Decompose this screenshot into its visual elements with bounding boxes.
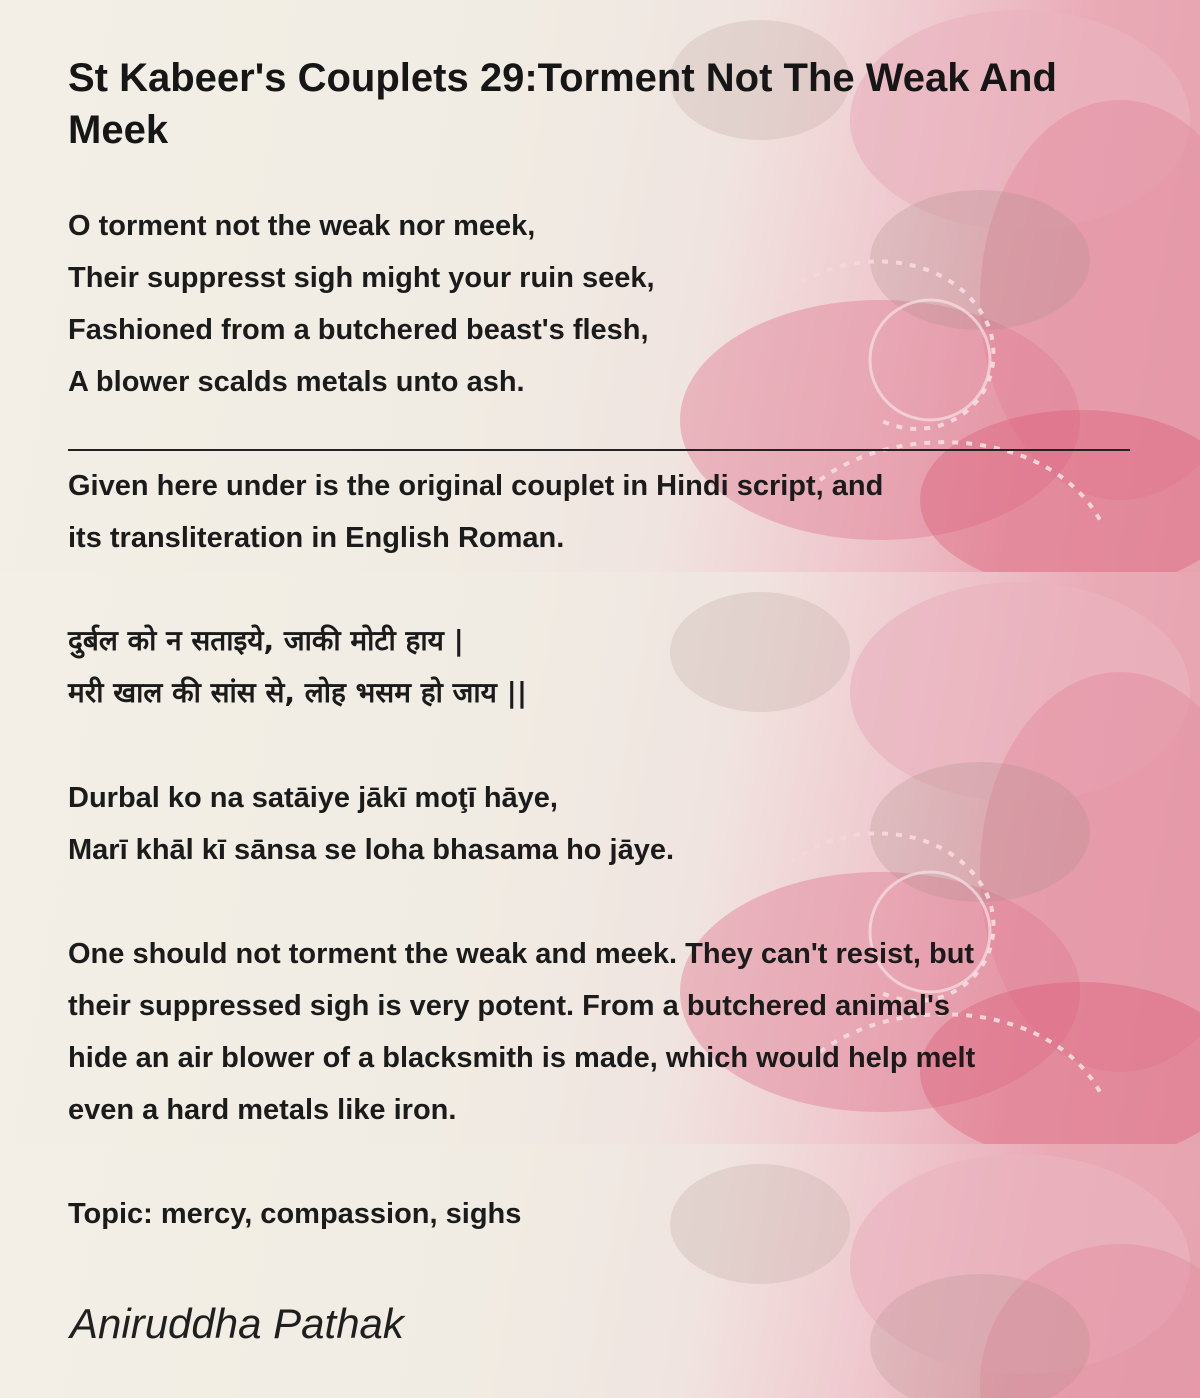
intro-line: its transliteration in English Roman.: [68, 522, 565, 554]
poem-line: A blower scalds metals unto ash.: [68, 366, 525, 398]
poem-line: O torment not the weak nor meek,: [68, 210, 536, 242]
poem-body: [68, 200, 655, 408]
transliteration: [68, 772, 674, 876]
section-divider: [68, 449, 1130, 451]
hindi-line: दुर्बल को न सताइये, जाकी मोटी हाय |: [68, 624, 464, 657]
intro-line: Given here under is the original couplet in Hindi script, and: [68, 470, 884, 502]
author-name: Aniruddha Pathak: [70, 1300, 404, 1347]
explanation-line: hide an air blower of a blacksmith is made, which would help melt: [68, 1042, 976, 1074]
explanation-line: their suppressed sigh is very potent. From a butchered animal's: [68, 990, 950, 1022]
hindi-line: मरी खाल की सांस से, लोह भसम हो जाय ||: [68, 676, 528, 709]
transliteration-line: Durbal ko na satāiye jākī moţī hāye,: [68, 782, 558, 814]
hindi-couplet: [68, 615, 527, 719]
poem-title: St Kabeer's Couplets 29:Torment Not The Weak And Meek: [68, 56, 1057, 152]
explanation-line: even a hard metals like iron.: [68, 1094, 457, 1126]
poem-line: Their suppresst sigh might your ruin seek,: [68, 262, 655, 294]
poem-line: Fashioned from a butchered beast's flesh,: [68, 314, 649, 346]
transliteration-line: Marī khāl kī sānsa se loha bhasama ho jāye.: [68, 834, 675, 866]
floral-decoration: [0, 1144, 1200, 1398]
explanation: [68, 928, 975, 1136]
intro-note: [68, 460, 883, 564]
explanation-line: One should not torment the weak and meek. They can't resist, but: [68, 938, 975, 970]
floral-background-tile: [0, 1144, 1200, 1398]
topic-line: Topic: mercy, compassion, sighs: [68, 1198, 522, 1230]
